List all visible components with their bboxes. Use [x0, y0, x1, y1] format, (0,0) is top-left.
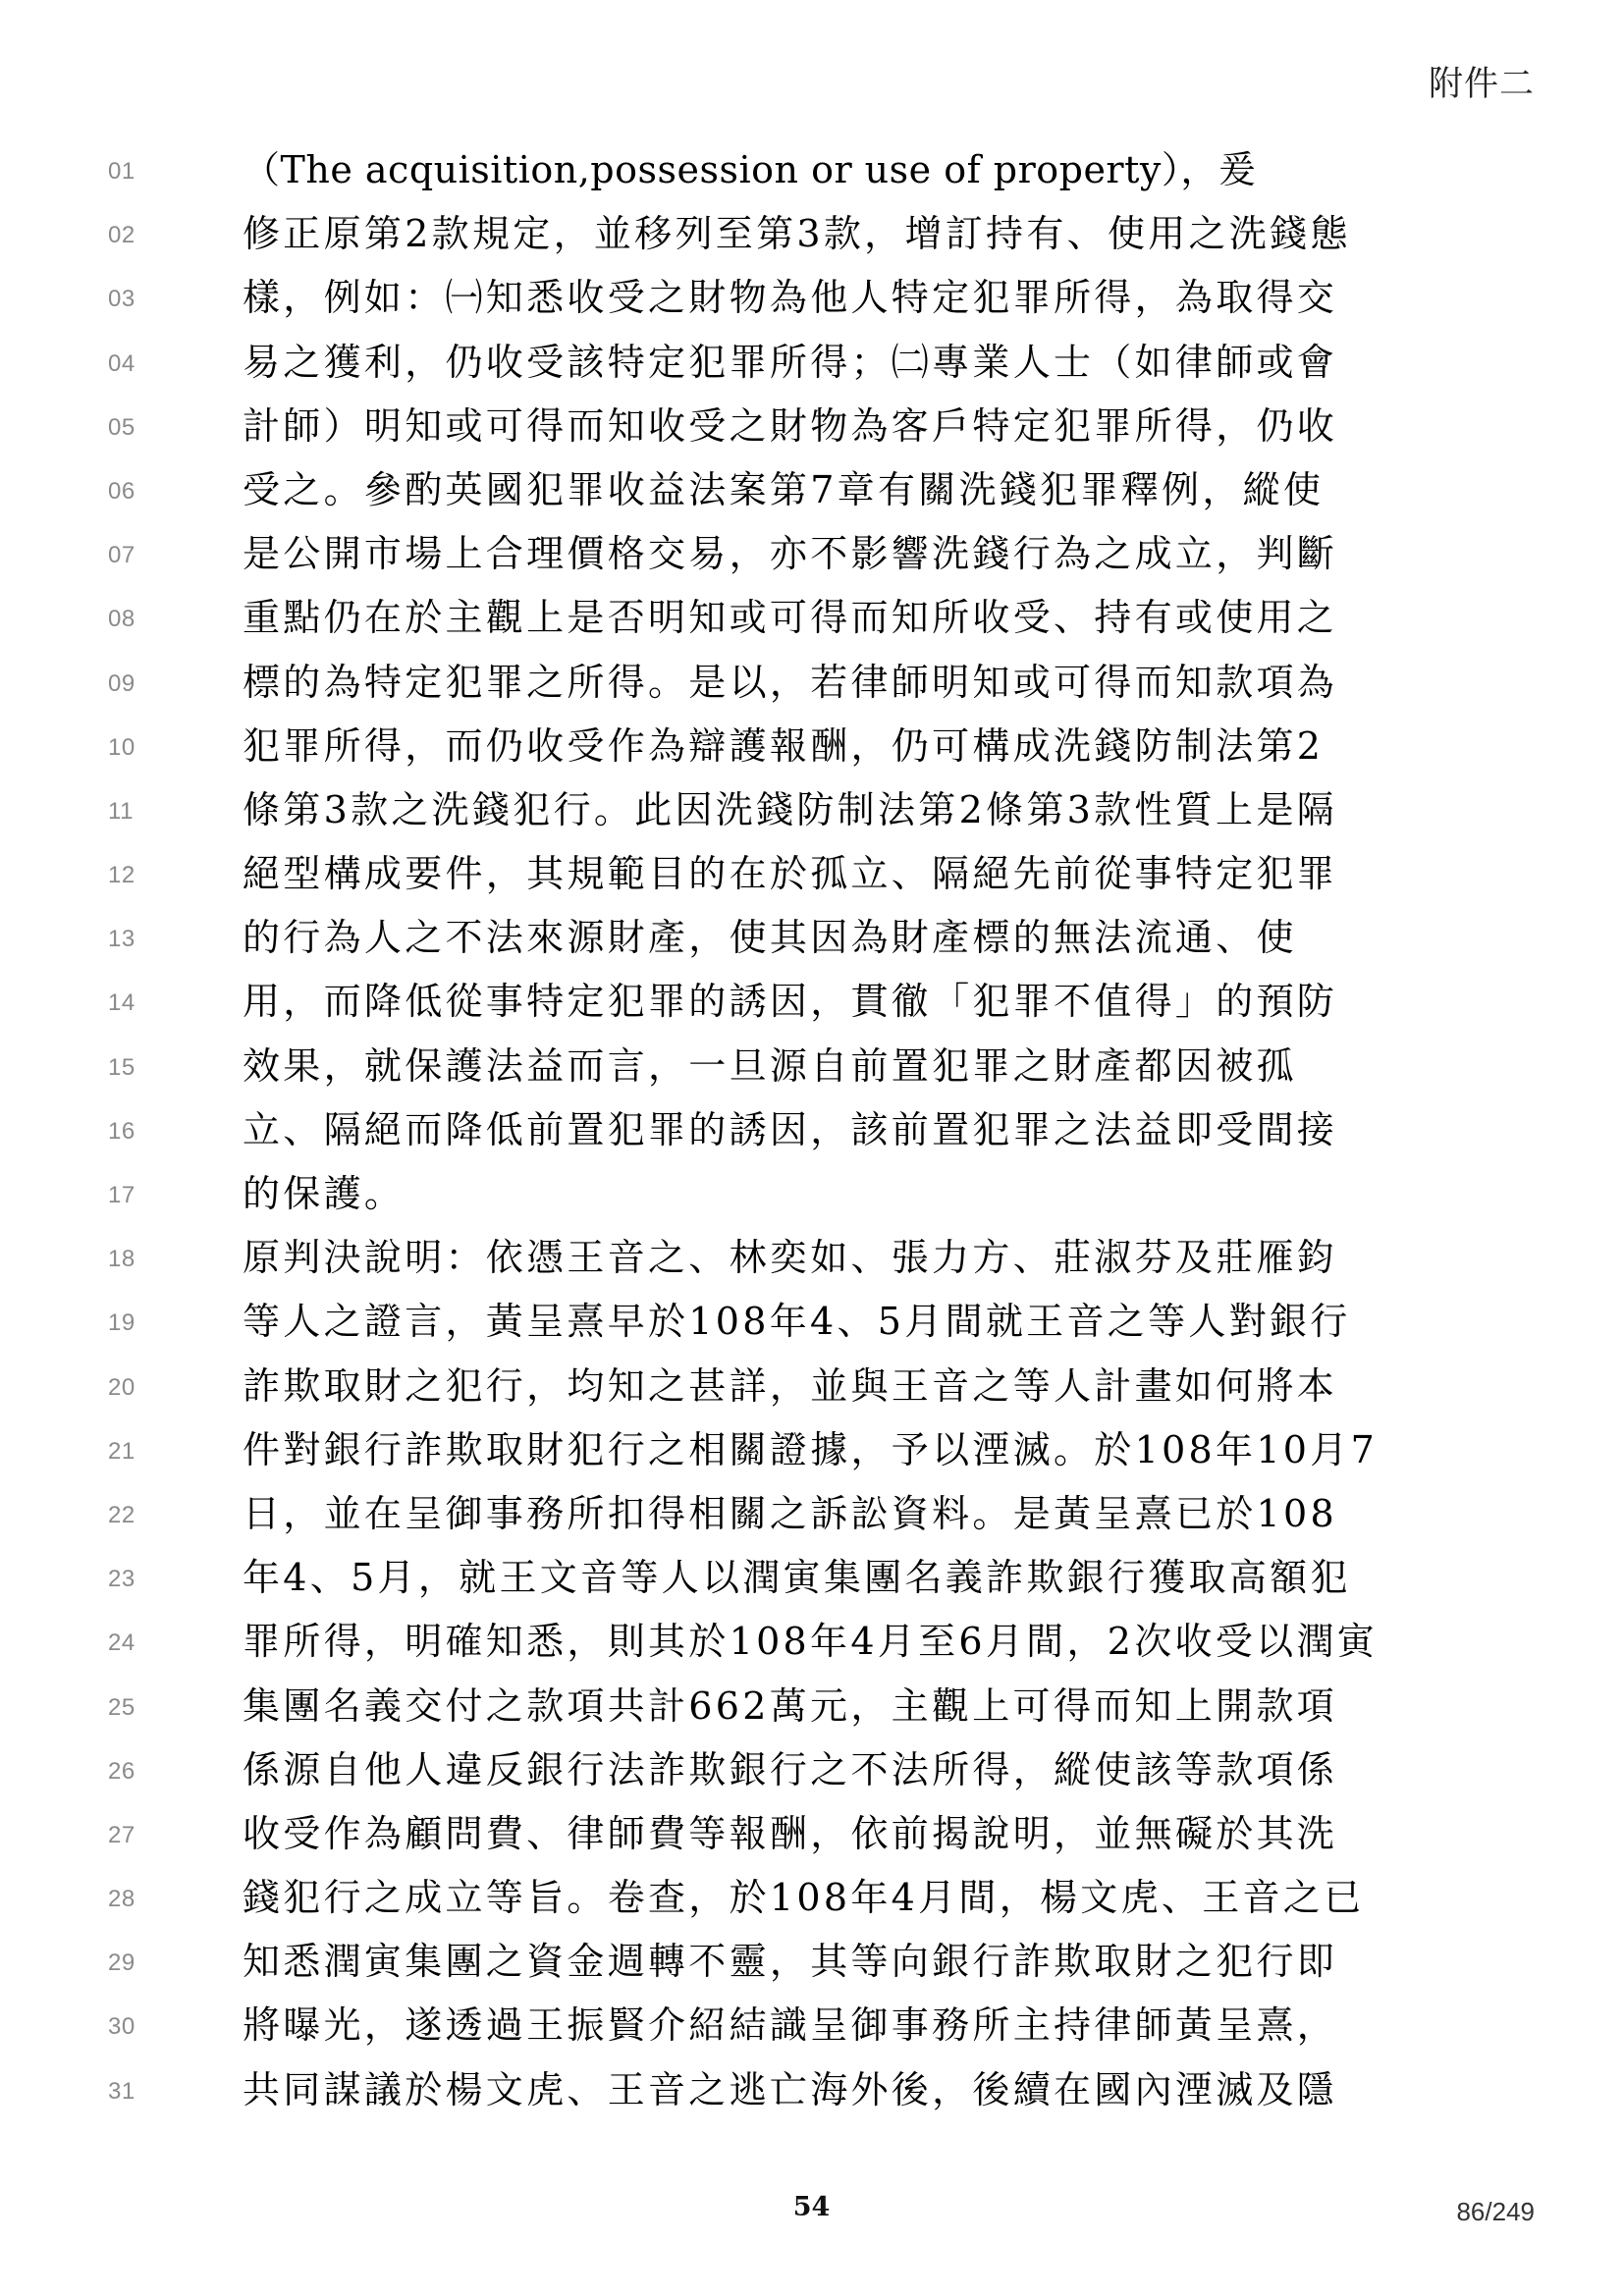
line-text: 的保護。 — [243, 1172, 406, 1215]
line — [0, 335, 1623, 399]
line-text: 收受作為顧問費、律師費等報酬，依前揭說明，並無礙於其洗 — [243, 1811, 1338, 1855]
line — [0, 2062, 1623, 2126]
line — [0, 399, 1623, 462]
line — [0, 1679, 1623, 1742]
line-number: 16 — [108, 1117, 135, 1145]
line-number: 01 — [108, 158, 135, 185]
line — [0, 462, 1623, 526]
line-number: 10 — [108, 733, 135, 761]
line-number: 25 — [108, 1693, 135, 1721]
line — [0, 1742, 1623, 1806]
line — [0, 1166, 1623, 1230]
line-number: 13 — [108, 926, 135, 953]
line-text: 等人之證言，黃呈熹早於108年4、5月間就王音之等人對銀行 — [243, 1300, 1351, 1344]
line-number: 23 — [108, 1566, 135, 1593]
line-number: 24 — [108, 1629, 135, 1657]
line — [0, 1230, 1623, 1294]
line — [0, 1359, 1623, 1422]
line — [0, 782, 1623, 846]
line-number: 19 — [108, 1309, 135, 1337]
line — [0, 910, 1623, 974]
line-number: 14 — [108, 989, 135, 1017]
line-number: 15 — [108, 1053, 135, 1081]
line — [0, 270, 1623, 334]
line — [0, 1870, 1623, 1934]
line-number: 31 — [108, 2077, 135, 2105]
line-number: 09 — [108, 669, 135, 697]
line — [0, 1998, 1623, 2061]
line — [0, 526, 1623, 590]
page-counter: 86/249 — [1456, 2197, 1535, 2226]
line-number: 20 — [108, 1373, 135, 1401]
line — [0, 655, 1623, 719]
line — [0, 1550, 1623, 1614]
line-text: 修正原第2款規定，並移列至第3款，增訂持有、使用之洗錢態 — [243, 212, 1351, 256]
line-text: 犯罪所得，而仍收受作為辯護報酬，仍可構成洗錢防制法第2 — [243, 723, 1325, 768]
line-number: 04 — [108, 349, 135, 377]
line-number: 30 — [108, 2013, 135, 2041]
line-text: 樣，例如：㈠知悉收受之財物為他人特定犯罪所得，為取得交 — [243, 276, 1338, 320]
line-number: 27 — [108, 1821, 135, 1848]
line-number: 11 — [108, 797, 134, 825]
line-number: 26 — [108, 1757, 135, 1785]
document-body — [0, 142, 1623, 2126]
line — [0, 719, 1623, 782]
line — [0, 142, 1623, 206]
page-number: 54 — [792, 2192, 831, 2222]
line-number: 03 — [108, 286, 135, 313]
line-text: 日，並在呈御事務所扣得相關之訴訟資料。是黃呈熹已於108 — [243, 1491, 1337, 1535]
attachment-label: 附件二 — [1428, 65, 1535, 104]
line-text: 年4、5月，就王文音等人以潤寅集團名義詐欺銀行獲取高額犯 — [243, 1556, 1351, 1600]
line-text: 共同謀議於楊文虎、王音之逃亡海外後，後續在國內湮滅及隱 — [243, 2067, 1338, 2111]
line-number: 28 — [108, 1886, 135, 1913]
line-number: 12 — [108, 862, 135, 889]
line-text: 知悉潤寅集團之資金週轉不靈，其等向銀行詐欺取財之犯行即 — [243, 1940, 1338, 1984]
line — [0, 1294, 1623, 1358]
line-text: 件對銀行詐欺取財犯行之相關證據，予以湮滅。於108年10月7 — [243, 1427, 1379, 1471]
line-text: 係源自他人違反銀行法詐欺銀行之不法所得，縱使該等款項係 — [243, 1747, 1338, 1791]
line-number: 21 — [108, 1437, 135, 1465]
line-text: 用，而降低從事特定犯罪的誘因，貫徹「犯罪不值得」的預防 — [243, 980, 1338, 1024]
line-text: 條第3款之洗錢犯行。此因洗錢防制法第2條第3款性質上是隔 — [243, 787, 1337, 831]
line — [0, 1039, 1623, 1102]
line — [0, 846, 1623, 910]
line-text: 標的為特定犯罪之所得。是以，若律師明知或可得而知款項為 — [243, 660, 1338, 704]
line-text: 易之獲利，仍收受該特定犯罪所得；㈡專業人士（如律師或會 — [243, 340, 1338, 384]
line-number: 05 — [108, 413, 135, 441]
line-text: 立、隔絕而降低前置犯罪的誘因，該前置犯罪之法益即受間接 — [243, 1107, 1338, 1151]
line — [0, 1614, 1623, 1678]
line-text: 詐欺取財之犯行，均知之甚詳，並與王音之等人計畫如何將本 — [243, 1363, 1338, 1408]
line-text: 將曝光，遂透過王振賢介紹結識呈御事務所主持律師黃呈熹， — [243, 2003, 1338, 2048]
line-text: 重點仍在於主觀上是否明知或可得而知所收受、持有或使用之 — [243, 596, 1338, 640]
line — [0, 1422, 1623, 1486]
line — [0, 1486, 1623, 1550]
line — [0, 1806, 1623, 1870]
line-text: 罪所得，明確知悉，則其於108年4月至6月間，2次收受以潤寅 — [243, 1620, 1379, 1664]
line-text: 絕型構成要件，其規範目的在於孤立、隔絕先前從事特定犯罪 — [243, 852, 1338, 896]
line-text: （The acquisition,possession or use of property），爰 — [243, 148, 1257, 191]
line-text: 受之。參酌英國犯罪收益法案第7章有關洗錢犯罪釋例，縱使 — [243, 467, 1325, 511]
line-number: 22 — [108, 1501, 135, 1528]
line-number: 07 — [108, 542, 135, 569]
line-number: 06 — [108, 477, 135, 505]
line-number: 18 — [108, 1246, 135, 1273]
line-text: 計師）明知或可得而知收受之財物為客戶特定犯罪所得，仍收 — [243, 403, 1338, 448]
line-text: 效果，就保護法益而言，一旦源自前置犯罪之財產都因被孤 — [243, 1043, 1297, 1088]
line — [0, 974, 1623, 1038]
line-text: 是公開市場上合理價格交易，亦不影響洗錢行為之成立，判斷 — [243, 532, 1338, 576]
line — [0, 1102, 1623, 1166]
line-number: 17 — [108, 1182, 135, 1208]
line-text: 原判決說明：依憑王音之、林奕如、張力方、莊淑芬及莊雁鈞 — [243, 1236, 1338, 1280]
line — [0, 1934, 1623, 1998]
line — [0, 206, 1623, 270]
line-number: 29 — [108, 1949, 135, 1977]
line-text: 集團名義交付之款項共計662萬元，主觀上可得而知上開款項 — [243, 1683, 1337, 1728]
line — [0, 590, 1623, 654]
line-text: 的行為人之不法來源財產，使其因為財產標的無法流通、使 — [243, 916, 1297, 960]
line-number: 08 — [108, 606, 135, 633]
line-text: 錢犯行之成立等旨。卷查，於108年4月間，楊文虎、王音之已 — [243, 1876, 1365, 1920]
line-number: 02 — [108, 222, 135, 249]
